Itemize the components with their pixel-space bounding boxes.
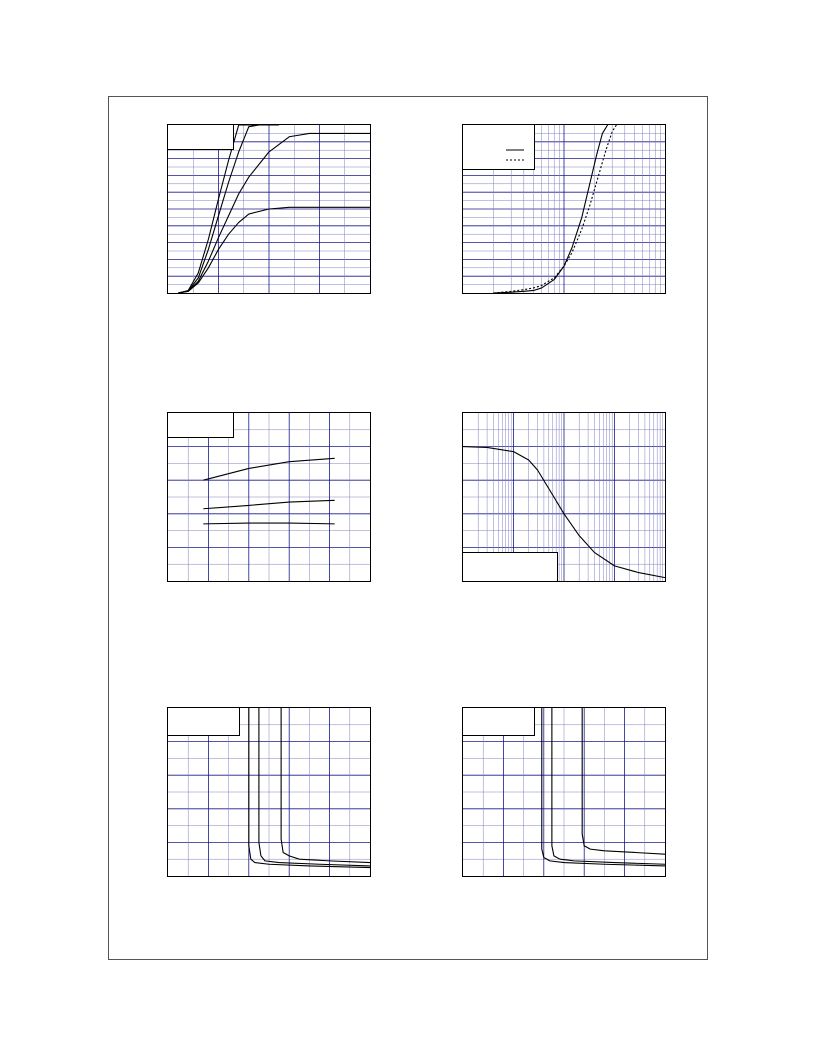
chart-5: [167, 707, 371, 877]
series-line-4: [178, 207, 370, 293]
legend-box: [168, 708, 240, 736]
legend-box: [168, 413, 234, 438]
chart-3: [167, 412, 371, 582]
series-line-3: [281, 708, 370, 863]
chart-svg: [167, 707, 371, 877]
chart-2: [462, 124, 666, 294]
chart-4: [462, 412, 666, 582]
series-line-3: [178, 133, 370, 293]
grid: [168, 413, 370, 581]
chart-svg: [462, 412, 666, 582]
chart-svg: [462, 707, 666, 877]
legend-box: [168, 125, 234, 150]
legend-box: [463, 708, 535, 736]
chart-1: [167, 124, 371, 294]
series-line-3: [582, 708, 665, 854]
chart-svg: [167, 412, 371, 582]
legend-box: [463, 553, 558, 582]
chart-6: [462, 707, 666, 877]
series-line-2: [552, 708, 665, 864]
legend-box: [463, 125, 535, 170]
chart-svg: [462, 124, 666, 294]
chart-svg: [167, 124, 371, 294]
